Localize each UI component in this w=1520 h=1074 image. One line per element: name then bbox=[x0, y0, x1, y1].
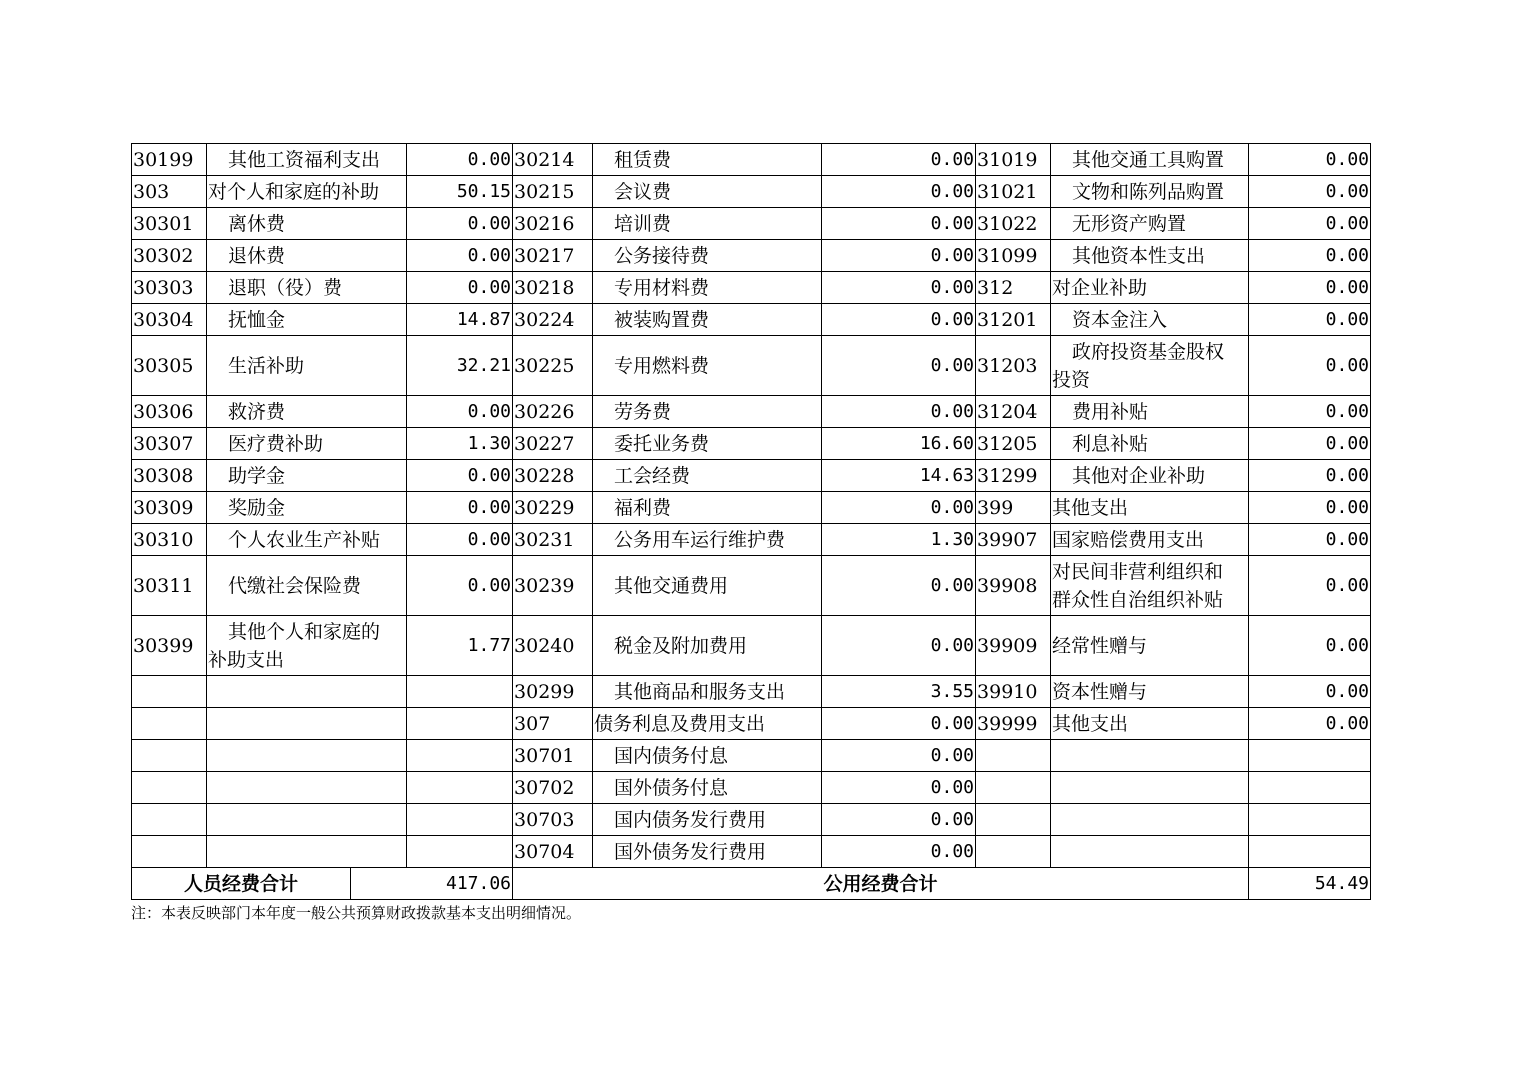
amount: 0.00 bbox=[822, 144, 976, 176]
category-code: 30225 bbox=[513, 336, 593, 396]
amount: 0.00 bbox=[407, 556, 513, 616]
amount: 0.00 bbox=[407, 492, 513, 524]
amount: 0.00 bbox=[407, 240, 513, 272]
amount bbox=[407, 772, 513, 804]
category-name bbox=[207, 676, 407, 708]
category-code: 30311 bbox=[132, 556, 207, 616]
category-code bbox=[976, 772, 1051, 804]
category-name: 其他资本性支出 bbox=[1051, 240, 1249, 272]
category-code: 30226 bbox=[513, 396, 593, 428]
category-name: 其他商品和服务支出 bbox=[593, 676, 822, 708]
category-code: 31205 bbox=[976, 428, 1051, 460]
amount: 0.00 bbox=[407, 396, 513, 428]
category-name: 税金及附加费用 bbox=[593, 616, 822, 676]
category-code: 31022 bbox=[976, 208, 1051, 240]
amount: 32.21 bbox=[407, 336, 513, 396]
category-name: 被装购置费 bbox=[593, 304, 822, 336]
category-name: 费用补贴 bbox=[1051, 396, 1249, 428]
category-code: 30217 bbox=[513, 240, 593, 272]
table-row bbox=[132, 144, 1371, 176]
category-name: 救济费 bbox=[207, 396, 407, 428]
category-code: 30228 bbox=[513, 460, 593, 492]
category-name bbox=[1051, 772, 1249, 804]
category-code: 39908 bbox=[976, 556, 1051, 616]
amount: 0.00 bbox=[822, 772, 976, 804]
category-code: 30229 bbox=[513, 492, 593, 524]
table-row bbox=[132, 492, 1371, 524]
amount: 0.00 bbox=[822, 396, 976, 428]
table-row bbox=[132, 804, 1371, 836]
category-name: 资本性赠与 bbox=[1051, 676, 1249, 708]
amount bbox=[1249, 804, 1371, 836]
amount: 0.00 bbox=[822, 176, 976, 208]
category-code: 30199 bbox=[132, 144, 207, 176]
category-code: 30303 bbox=[132, 272, 207, 304]
category-code: 30302 bbox=[132, 240, 207, 272]
category-name: 抚恤金 bbox=[207, 304, 407, 336]
category-code: 30227 bbox=[513, 428, 593, 460]
amount bbox=[407, 836, 513, 868]
amount: 1.77 bbox=[407, 616, 513, 676]
category-code bbox=[132, 836, 207, 868]
amount bbox=[407, 708, 513, 740]
category-name-line2: 投资 bbox=[1052, 368, 1091, 391]
table-row bbox=[132, 836, 1371, 868]
category-name: 债务利息及费用支出 bbox=[593, 708, 822, 740]
category-code: 30214 bbox=[513, 144, 593, 176]
category-code: 30216 bbox=[513, 208, 593, 240]
amount: 0.00 bbox=[822, 272, 976, 304]
category-name bbox=[207, 804, 407, 836]
category-name-line2: 补助支出 bbox=[208, 648, 285, 671]
category-name bbox=[207, 708, 407, 740]
category-name bbox=[207, 772, 407, 804]
table-row bbox=[132, 556, 1371, 616]
category-code: 30240 bbox=[513, 616, 593, 676]
category-name: 会议费 bbox=[593, 176, 822, 208]
category-name: 国外债务付息 bbox=[593, 772, 822, 804]
amount: 0.00 bbox=[822, 556, 976, 616]
category-code: 30301 bbox=[132, 208, 207, 240]
category-code: 30224 bbox=[513, 304, 593, 336]
table-row bbox=[132, 304, 1371, 336]
amount bbox=[407, 804, 513, 836]
category-code: 30299 bbox=[513, 676, 593, 708]
category-code: 30307 bbox=[132, 428, 207, 460]
amount: 14.87 bbox=[407, 304, 513, 336]
category-code: 30704 bbox=[513, 836, 593, 868]
amount: 1.30 bbox=[822, 524, 976, 556]
category-code bbox=[976, 740, 1051, 772]
category-name: 离休费 bbox=[207, 208, 407, 240]
category-name bbox=[1051, 740, 1249, 772]
category-name: 对个人和家庭的补助 bbox=[207, 176, 407, 208]
table-row bbox=[132, 772, 1371, 804]
category-name: 生活补助 bbox=[207, 336, 407, 396]
amount: 0.00 bbox=[822, 304, 976, 336]
amount: 0.00 bbox=[1249, 492, 1371, 524]
amount: 0.00 bbox=[1249, 304, 1371, 336]
amount: 0.00 bbox=[1249, 616, 1371, 676]
category-name: 退职（役）费 bbox=[207, 272, 407, 304]
category-code: 30215 bbox=[513, 176, 593, 208]
amount: 0.00 bbox=[822, 616, 976, 676]
category-name: 专用材料费 bbox=[593, 272, 822, 304]
category-name: 租赁费 bbox=[593, 144, 822, 176]
category-name: 利息补贴 bbox=[1051, 428, 1249, 460]
table-row bbox=[132, 176, 1371, 208]
amount: 0.00 bbox=[1249, 396, 1371, 428]
category-code: 30218 bbox=[513, 272, 593, 304]
category-name: 福利费 bbox=[593, 492, 822, 524]
category-name: 医疗费补助 bbox=[207, 428, 407, 460]
category-name: 其他支出 bbox=[1051, 492, 1249, 524]
category-code: 39910 bbox=[976, 676, 1051, 708]
totals-row bbox=[132, 868, 1371, 900]
category-name bbox=[1051, 804, 1249, 836]
category-code: 30308 bbox=[132, 460, 207, 492]
table-row bbox=[132, 428, 1371, 460]
category-code: 31099 bbox=[976, 240, 1051, 272]
category-name: 工会经费 bbox=[593, 460, 822, 492]
category-name: 其他交通工具购置 bbox=[1051, 144, 1249, 176]
amount: 0.00 bbox=[1249, 428, 1371, 460]
amount: 0.00 bbox=[1249, 524, 1371, 556]
category-code bbox=[132, 708, 207, 740]
category-name: 专用燃料费 bbox=[593, 336, 822, 396]
personnel-total-value: 417.06 bbox=[351, 868, 513, 900]
amount: 0.00 bbox=[407, 272, 513, 304]
category-code: 39999 bbox=[976, 708, 1051, 740]
category-code: 31201 bbox=[976, 304, 1051, 336]
category-code: 30703 bbox=[513, 804, 593, 836]
category-code: 307 bbox=[513, 708, 593, 740]
category-code: 30305 bbox=[132, 336, 207, 396]
amount: 0.00 bbox=[822, 492, 976, 524]
amount: 0.00 bbox=[1249, 144, 1371, 176]
amount bbox=[1249, 836, 1371, 868]
amount bbox=[407, 676, 513, 708]
table-note: 注：本表反映部门本年度一般公共预算财政拨款基本支出明细情况。 bbox=[131, 904, 582, 922]
amount bbox=[1249, 772, 1371, 804]
amount bbox=[1249, 740, 1371, 772]
amount: 0.00 bbox=[1249, 176, 1371, 208]
category-name: 其他支出 bbox=[1051, 708, 1249, 740]
public-total-value: 54.49 bbox=[1249, 868, 1371, 900]
category-name: 文物和陈列品购置 bbox=[1051, 176, 1249, 208]
amount: 0.00 bbox=[1249, 676, 1371, 708]
category-code: 31019 bbox=[976, 144, 1051, 176]
category-code: 303 bbox=[132, 176, 207, 208]
category-name bbox=[207, 836, 407, 868]
category-name-line2: 群众性自治组织补贴 bbox=[1052, 588, 1224, 611]
category-name: 退休费 bbox=[207, 240, 407, 272]
category-name: 对企业补助 bbox=[1051, 272, 1249, 304]
category-code: 30399 bbox=[132, 616, 207, 676]
amount: 0.00 bbox=[822, 804, 976, 836]
expenditure-detail-table bbox=[131, 143, 1371, 900]
category-code: 30702 bbox=[513, 772, 593, 804]
category-name: 劳务费 bbox=[593, 396, 822, 428]
table-row bbox=[132, 240, 1371, 272]
category-code bbox=[132, 676, 207, 708]
amount: 0.00 bbox=[1249, 272, 1371, 304]
category-code: 312 bbox=[976, 272, 1051, 304]
amount: 0.00 bbox=[822, 336, 976, 396]
amount: 0.00 bbox=[822, 836, 976, 868]
category-code: 30304 bbox=[132, 304, 207, 336]
amount: 1.30 bbox=[407, 428, 513, 460]
amount: 0.00 bbox=[407, 144, 513, 176]
amount: 50.15 bbox=[407, 176, 513, 208]
category-name: 国内债务付息 bbox=[593, 740, 822, 772]
amount: 0.00 bbox=[407, 460, 513, 492]
amount: 3.55 bbox=[822, 676, 976, 708]
category-code bbox=[132, 804, 207, 836]
table-row bbox=[132, 336, 1371, 396]
table-row bbox=[132, 708, 1371, 740]
amount: 0.00 bbox=[407, 208, 513, 240]
amount: 0.00 bbox=[1249, 336, 1371, 396]
table-row bbox=[132, 740, 1371, 772]
category-name: 无形资产购置 bbox=[1051, 208, 1249, 240]
public-total-label: 公用经费合计 bbox=[513, 868, 1249, 900]
table-row bbox=[132, 396, 1371, 428]
category-code: 31021 bbox=[976, 176, 1051, 208]
category-name: 其他交通费用 bbox=[593, 556, 822, 616]
category-name: 培训费 bbox=[593, 208, 822, 240]
amount: 0.00 bbox=[822, 208, 976, 240]
category-name: 公务用车运行维护费 bbox=[593, 524, 822, 556]
category-name: 国家赔偿费用支出 bbox=[1051, 524, 1249, 556]
amount: 0.00 bbox=[1249, 708, 1371, 740]
amount: 0.00 bbox=[1249, 208, 1371, 240]
category-name bbox=[207, 740, 407, 772]
amount: 0.00 bbox=[822, 240, 976, 272]
table-row bbox=[132, 616, 1371, 676]
category-name: 助学金 bbox=[207, 460, 407, 492]
category-name bbox=[1051, 556, 1249, 616]
category-code: 30310 bbox=[132, 524, 207, 556]
category-code: 399 bbox=[976, 492, 1051, 524]
category-name: 经常性赠与 bbox=[1051, 616, 1249, 676]
amount: 0.00 bbox=[1249, 556, 1371, 616]
amount: 0.00 bbox=[407, 524, 513, 556]
table-row bbox=[132, 272, 1371, 304]
amount bbox=[407, 740, 513, 772]
category-name: 委托业务费 bbox=[593, 428, 822, 460]
amount: 16.60 bbox=[822, 428, 976, 460]
category-code: 30306 bbox=[132, 396, 207, 428]
category-code: 30701 bbox=[513, 740, 593, 772]
category-name bbox=[207, 616, 407, 676]
amount: 0.00 bbox=[1249, 240, 1371, 272]
category-code: 31203 bbox=[976, 336, 1051, 396]
category-code: 31299 bbox=[976, 460, 1051, 492]
category-name: 其他对企业补助 bbox=[1051, 460, 1249, 492]
table-row bbox=[132, 460, 1371, 492]
category-name: 资本金注入 bbox=[1051, 304, 1249, 336]
category-name: 公务接待费 bbox=[593, 240, 822, 272]
category-name-line1: 其他个人和家庭的 bbox=[228, 620, 381, 643]
category-code bbox=[976, 836, 1051, 868]
category-name-line1: 对民间非营利组织和 bbox=[1052, 560, 1224, 583]
personnel-total-label: 人员经费合计 bbox=[132, 868, 351, 900]
category-name: 国内债务发行费用 bbox=[593, 804, 822, 836]
table-row bbox=[132, 676, 1371, 708]
amount: 14.63 bbox=[822, 460, 976, 492]
category-code: 39909 bbox=[976, 616, 1051, 676]
category-code: 30239 bbox=[513, 556, 593, 616]
category-code: 39907 bbox=[976, 524, 1051, 556]
category-code: 31204 bbox=[976, 396, 1051, 428]
category-name: 国外债务发行费用 bbox=[593, 836, 822, 868]
amount: 0.00 bbox=[822, 708, 976, 740]
amount: 0.00 bbox=[822, 740, 976, 772]
category-name: 个人农业生产补贴 bbox=[207, 524, 407, 556]
category-code bbox=[976, 804, 1051, 836]
table-body bbox=[132, 144, 1371, 868]
table-row bbox=[132, 208, 1371, 240]
amount: 0.00 bbox=[1249, 460, 1371, 492]
category-name: 奖励金 bbox=[207, 492, 407, 524]
category-code: 30309 bbox=[132, 492, 207, 524]
category-name: 代缴社会保险费 bbox=[207, 556, 407, 616]
category-code: 30231 bbox=[513, 524, 593, 556]
category-name bbox=[1051, 336, 1249, 396]
category-name-line1: 政府投资基金股权 bbox=[1072, 340, 1225, 363]
category-name: 其他工资福利支出 bbox=[207, 144, 407, 176]
category-code bbox=[132, 772, 207, 804]
category-code bbox=[132, 740, 207, 772]
category-name bbox=[1051, 836, 1249, 868]
table-row bbox=[132, 524, 1371, 556]
